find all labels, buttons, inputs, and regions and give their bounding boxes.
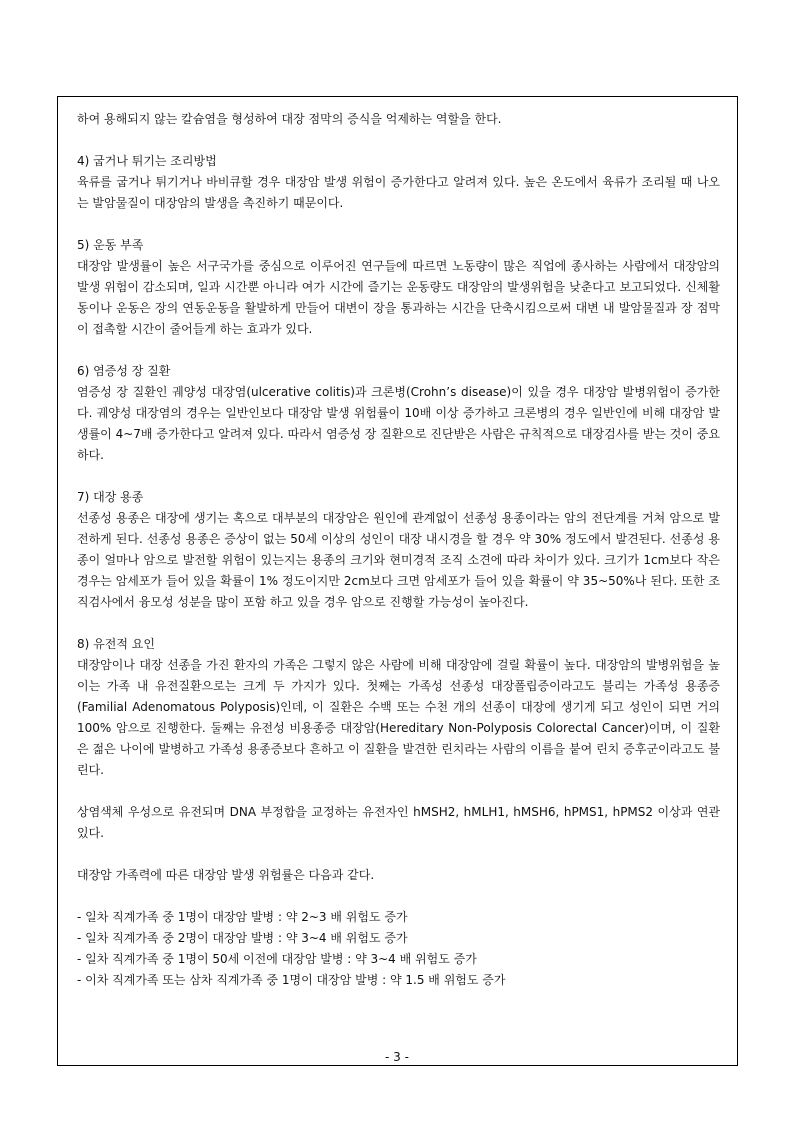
section-body: 선종성 용종은 대장에 생기는 혹으로 대부분의 대장암은 원인에 관계없이 선종성 용종이라는 암의 전단계를 거쳐 암으로 발전하게 된다. 선종성 용종은 증상이 없는 50세 이상의 성인이 대장 내시경을 할 경우 약 30% 정도에서 발견된다. 선종성 용종이 얼마나 암으로 발전할 위험이 있는지는 용종의 크기와 현미경적 조직 소견에 따라 차이가 있다. 크기가 1cm보다 작은 경우는 암세포가 들어 있을 확률이 1% 정도이지만 2cm보다 크면 암세포가 들어 있을 확률이 약 35~50%나 된다. 또한 조직검사에서 융모성 성분을 많이 포함 하고 있을 경우 암으로 진행할 가능성이 높아진다. — [77, 511, 720, 609]
section-body: 염증성 장 질환인 궤양성 대장염(ulcerative colitis)과 크론병(Crohn’s disease)이 있을 경우 대장암 발병위험이 증가한다. 궤양성 대장염의 경우는 일반인보다 대장암 발생 위험률이 10배 이상 증가하고 크론병의 경우 일반인에 비해 대장암 발생률이 4~7배 증가한다고 알려져 있다. 따라서 염증성 장 질환으로 진단받은 사람은 규칙적으로 대장검사를 받는 것이 중요하다. — [77, 385, 720, 462]
spacer — [77, 130, 720, 151]
section-inflammatory-bowel-disease — [77, 361, 720, 466]
section-body: 대장암 발생률이 높은 서구국가를 중심으로 이루어진 연구들에 따르면 노동량이 많은 직업에 종사하는 사람에서 대장암의 발생 위험이 감소되며, 일과 시간뿐 아니라 여가 시간에 즐기는 운동량도 대장암의 발생위험을 낮춘다고 보고되었다. 신체활동이나 운동은 장의 연동운동을 활발하게 만들어 대변이 장을 통과하는 시간을 단축시킴으로써 대변 내 발암물질과 장 점막이 접촉할 시간이 줄어들게 하는 효과가 있다. — [77, 259, 720, 336]
section-heading: 8) 유전적 요인 — [77, 637, 155, 651]
list-item: - 일차 직계가족 중 1명이 대장암 발병 : 약 2~3 배 위험도 증가 — [77, 910, 408, 924]
section-genetic-factors — [77, 634, 720, 781]
section-body: 대장암이나 대장 선종을 가진 환자의 가족은 그렇지 않은 사람에 비해 대장암에 걸릴 확률이 높다. 대장암의 발병위험을 높이는 가족 내 유전질환으로는 크게 두 가지가 있다. 첫째는 가족성 선종성 대장폴립증이라고도 불리는 가족성 용종증(Familial Adenomatous Polyposis)인데, 이 질환은 수백 또는 수천 개의 선종이 대장에 생기게 되고 성인이 되면 거의 100% 암으로 진행한다. 둘째는 유전성 비용종증 대장암(Hereditary Non-Polyposis Colorectal Cancer)이며, 이 질환은 젊은 나이에 발병하고 가족성 용종증보다 흔하고 이 질환을 발견한 린치라는 사람의 이름을 붙여 린치 증후군이라고도 불린다. — [77, 658, 720, 777]
section-cooking-method — [77, 151, 720, 214]
intro-paragraph: 하여 용해되지 않는 칼슘염을 형성하여 대장 점막의 증식을 억제하는 역할을 한다. — [77, 112, 502, 126]
spacer — [77, 844, 720, 865]
section-heading: 6) 염증성 장 질환 — [77, 364, 171, 378]
spacer — [77, 781, 720, 802]
spacer — [77, 214, 720, 235]
section-colon-polyp — [77, 487, 720, 613]
risk-intro: 대장암 가족력에 따른 대장암 발생 위험률은 다음과 같다. — [77, 868, 375, 882]
document-body — [77, 109, 720, 991]
genes-paragraph: 상염색체 우성으로 유전되며 DNA 부정합을 교정하는 유전자인 hMSH2, hMLH1, hMSH6, hPMS1, hPMS2 이상과 연관 있다. — [77, 805, 720, 840]
risk-list — [77, 907, 720, 991]
section-body: 육류를 굽거나 튀기거나 바비큐할 경우 대장암 발생 위험이 증가한다고 알려져 있다. 높은 온도에서 육류가 조리될 때 나오는 발암물질이 대장암의 발생을 촉진하기 때문이다. — [77, 175, 720, 210]
list-item: - 일차 직계가족 중 2명이 대장암 발병 : 약 3~4 배 위험도 증가 — [77, 931, 408, 945]
section-lack-of-exercise — [77, 235, 720, 340]
spacer — [77, 886, 720, 907]
spacer — [77, 340, 720, 361]
spacer — [77, 613, 720, 634]
list-item: - 이차 직계가족 또는 삼차 직계가족 중 1명이 대장암 발병 : 약 1.5 배 위험도 증가 — [77, 973, 506, 987]
list-item: - 일차 직계가족 중 1명이 50세 이전에 대장암 발병 : 약 3~4 배 위험도 증가 — [77, 952, 477, 966]
section-heading: 4) 굽거나 튀기는 조리방법 — [77, 154, 217, 168]
section-heading: 5) 운동 부족 — [77, 238, 144, 252]
spacer — [77, 466, 720, 487]
section-heading: 7) 대장 용종 — [77, 490, 144, 504]
page-number: - 3 - — [385, 1050, 409, 1064]
